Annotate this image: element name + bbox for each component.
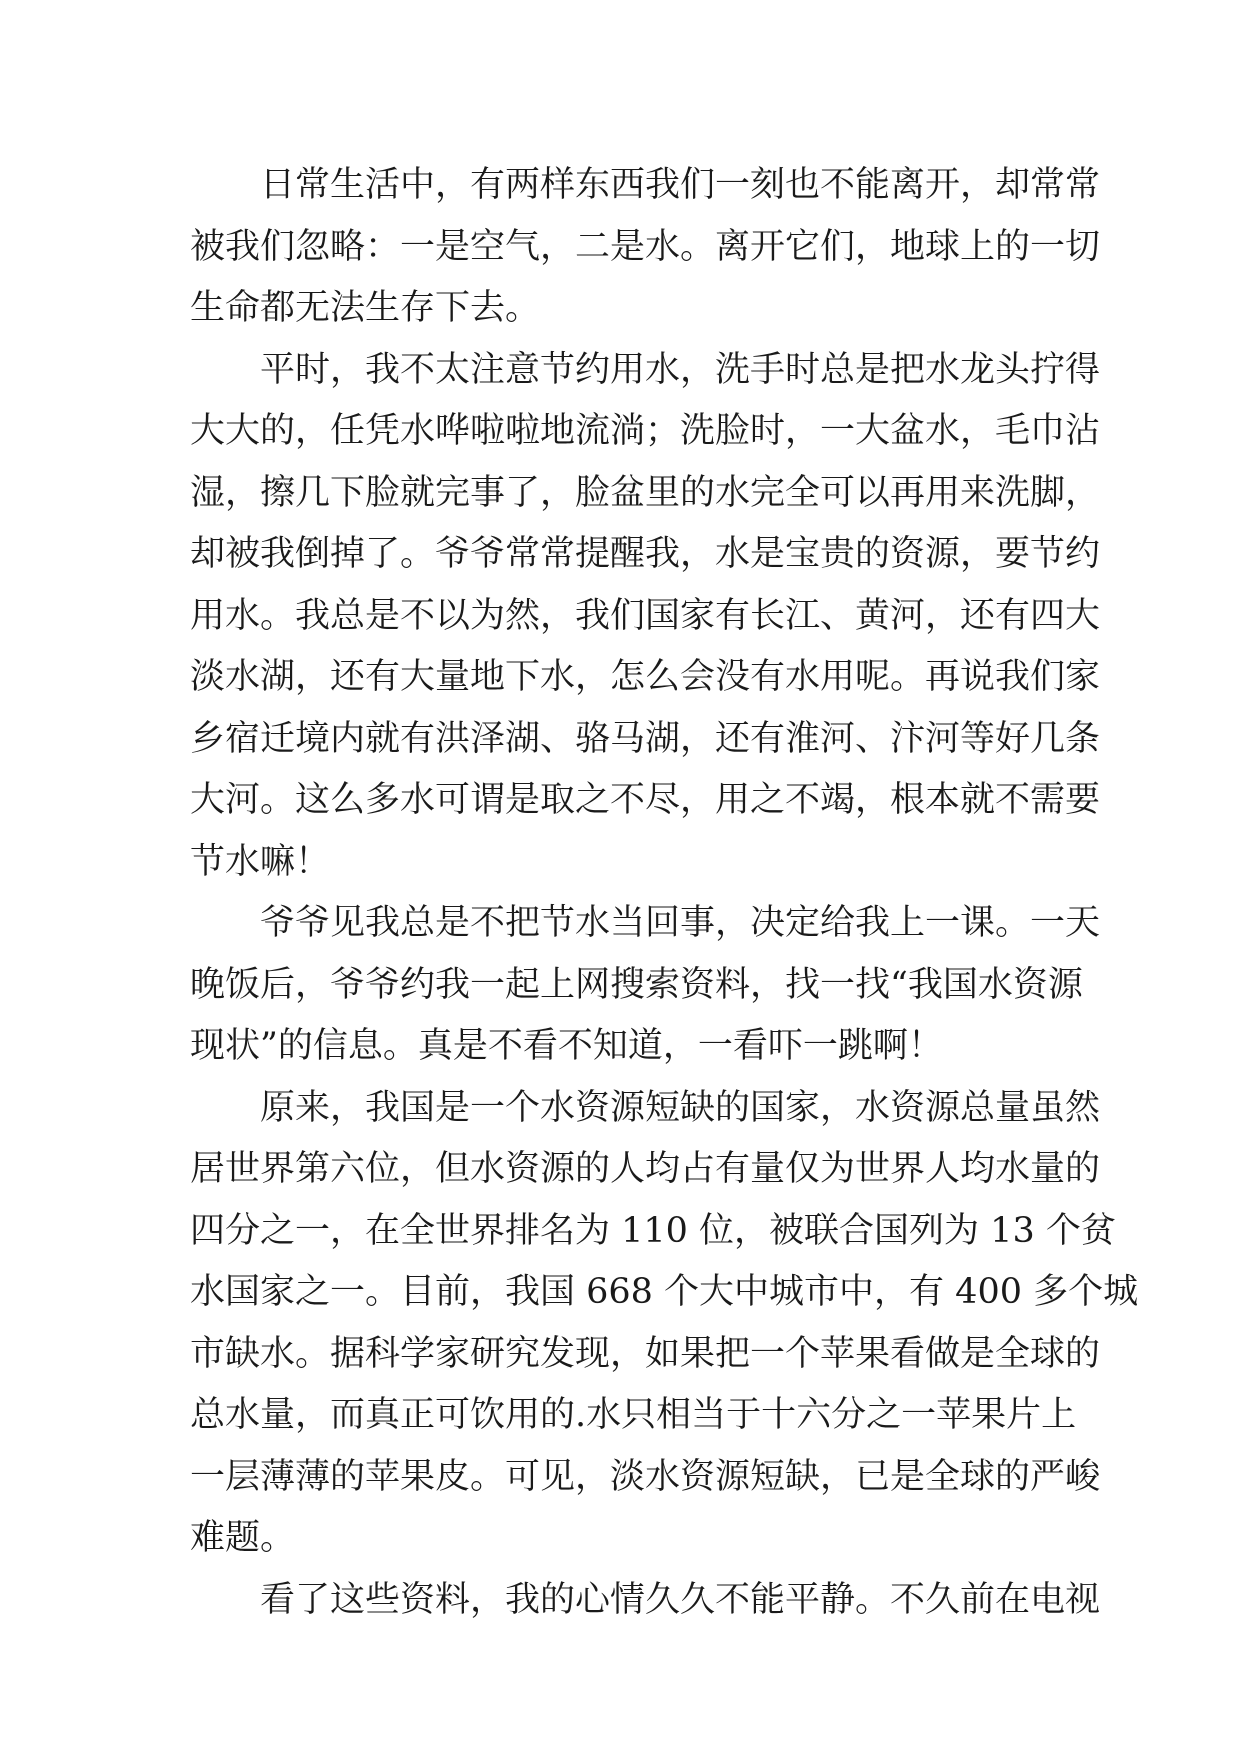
text-line: 一层薄薄的苹果皮。可见，淡水资源短缺，已是全球的严峻 bbox=[190, 1456, 1101, 1497]
text-line: 难题。 bbox=[190, 1518, 296, 1558]
text-line: 晚饭后，爷爷约我一起上网搜索资料，找一找“我国水资源 bbox=[190, 964, 1083, 1005]
text-line: 平时，我不太注意节约用水，洗手时总是把水龙头拧得 bbox=[260, 349, 1101, 390]
text-line: 原来，我国是一个水资源短缺的国家，水资源总量虽然 bbox=[260, 1087, 1101, 1128]
text-line: 湿，擦几下脸就完事了，脸盆里的水完全可以再用来洗脚， bbox=[190, 472, 1101, 513]
text-line: 乡宿迁境内就有洪泽湖、骆马湖，还有淮河、汴河等好几条 bbox=[190, 718, 1101, 759]
text-line: 现状”的信息。真是不看不知道，一看吓一跳啊！ bbox=[190, 1026, 943, 1066]
text-line: 大大的，任凭水哗啦啦地流淌；洗脸时，一大盆水，毛巾沾 bbox=[190, 411, 1101, 451]
text-line: 居世界第六位，但水资源的人均占有量仅为世界人均水量的 bbox=[190, 1149, 1101, 1189]
text-line: 用水。我总是不以为然，我们国家有长江、黄河，还有四大 bbox=[190, 595, 1101, 636]
text-line: 市缺水。据科学家研究发现，如果把一个苹果看做是全球的 bbox=[190, 1333, 1101, 1374]
text-line: 节水嘛！ bbox=[190, 841, 331, 882]
text-line: 水国家之一。目前，我国 668 个大中城市中，有 400 多个城 bbox=[190, 1272, 1139, 1312]
text-line: 四分之一，在全世界排名为 110 位，被联合国列为 13 个贫 bbox=[190, 1210, 1116, 1251]
text-line: 看了这些资料，我的心情久久不能平静。不久前在电视 bbox=[260, 1579, 1101, 1620]
text-line: 淡水湖，还有大量地下水，怎么会没有水用呢。再说我们家 bbox=[190, 657, 1101, 697]
text-line: 日常生活中，有两样东西我们一刻也不能离开，却常常 bbox=[260, 165, 1101, 205]
body-text bbox=[190, 155, 1139, 1631]
text-line: 大河。这么多水可谓是取之不尽，用之不竭，根本就不需要 bbox=[190, 780, 1101, 820]
text-line: 却被我倒掉了。爷爷常常提醒我，水是宝贵的资源，要节约 bbox=[190, 534, 1101, 574]
text-line: 爷爷见我总是不把节水当回事，决定给我上一课。一天 bbox=[260, 903, 1101, 943]
text-line: 被我们忽略：一是空气，二是水。离开它们，地球上的一切 bbox=[190, 226, 1101, 267]
text-line: 总水量，而真正可饮用的.水只相当于十六分之一苹果片上 bbox=[190, 1395, 1077, 1435]
text-line: 生命都无法生存下去。 bbox=[190, 288, 541, 328]
